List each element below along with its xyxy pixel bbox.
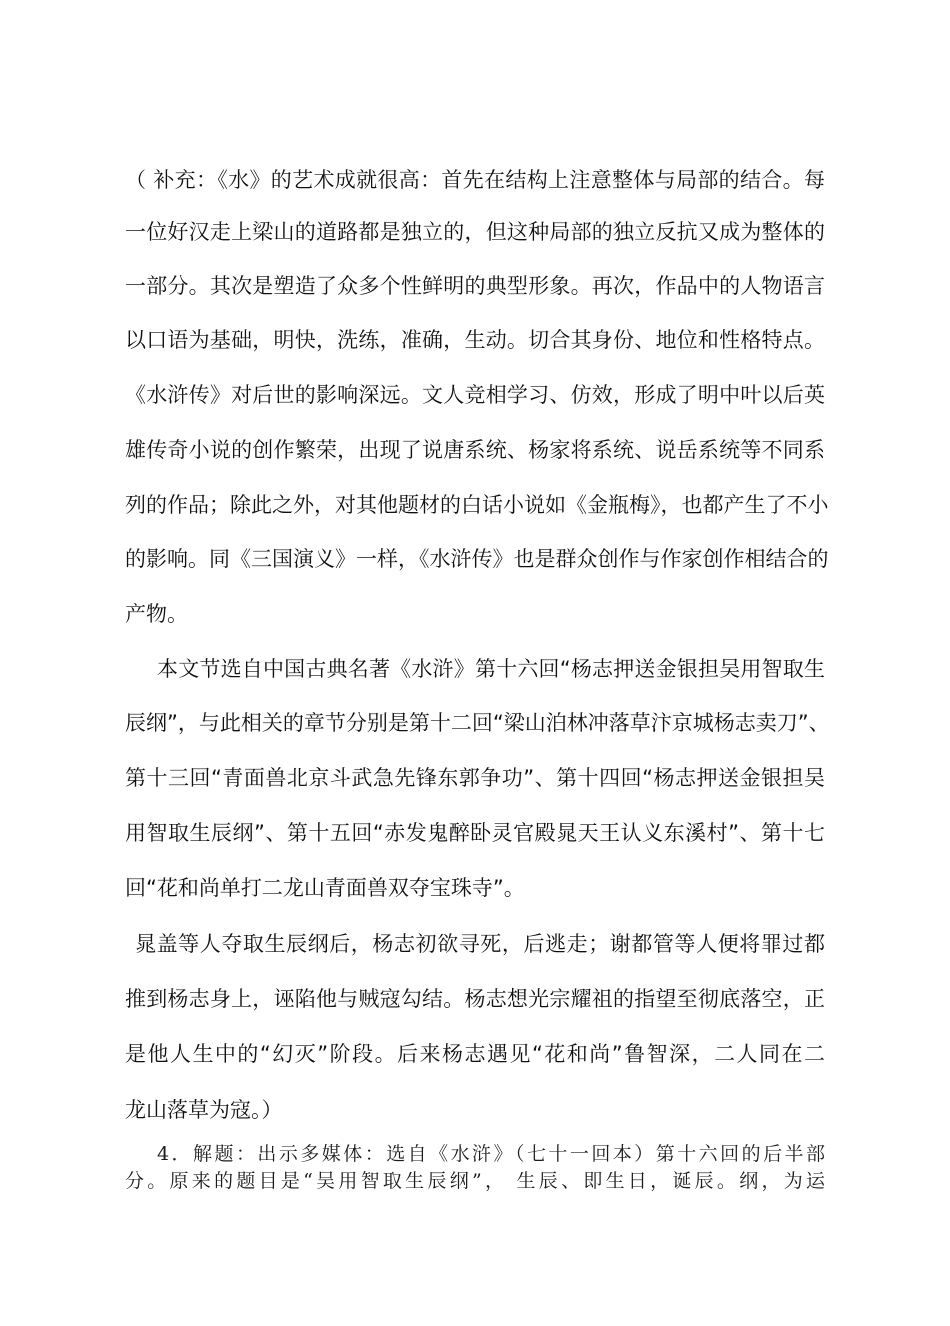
text-line: 辰纲”，与此相关的章节分别是第十二回“梁山泊林冲落草汴京城杨志卖刀”、 (125, 711, 830, 735)
text-line: 《水浒传》对后世的影响深远。文人竞相学习、仿效，形成了明中叶以后英 (125, 383, 825, 407)
text-line: 回“花和尚单打二龙山青面兽双夺宝珠寺”。 (125, 876, 525, 900)
text-line: 列的作品；除此之外，对其他题材的白话小说如《金瓶梅》，也都产生了不小 (125, 493, 829, 517)
text-line: 用智取生辰纲”、第十五回“赤发鬼醉卧灵官殿晁天王认义东溪村”、第十七 (125, 821, 825, 845)
text-line: 晁盖等人夺取生辰纲后，杨志初欲寻死，后逃走；谢都管等人便将罪过都 (135, 932, 825, 956)
text-line: （ 补充：《水》的艺术成就很高：首先在结构上注意整体与局部的结合。每 (125, 168, 825, 192)
text-line: 一部分。其次是塑造了众多个性鲜明的典型形象。再次，作品中的人物语言 (125, 274, 825, 298)
text-line: 产物。 (125, 602, 188, 626)
text-line: 是他人生中的“幻灭”阶段。后来杨志遇见“花和尚”鲁智深，二人同在二 (125, 1042, 825, 1066)
text-line: 雄传奇小说的创作繁荣，出现了说唐系统、杨家将系统、说岳系统等不同系 (125, 438, 825, 462)
text-line: 第十三回“青面兽北京斗武急先锋东郭争功”、第十四回“杨志押送金银担吴 (125, 766, 825, 790)
text-column (125, 0, 830, 1326)
text-line: 的影响。同《三国演义》一样，《水浒传》也是群众创作与作家创作相结合的 (125, 547, 829, 571)
text-line: 一位好汉走上梁山的道路都是独立的，但这种局部的独立反抗又成为整体的 (125, 220, 825, 244)
text-line: 本文节选自中国古典名著《水浒》第十六回“杨志押送金银担吴用智取生 (157, 657, 825, 681)
text-line: 龙山落草为寇。） (125, 1098, 283, 1122)
text-line: 推到杨志身上，诬陷他与贼寇勾结。杨志想光宗耀祖的指望至彻底落空，正 (125, 987, 825, 1011)
text-line: 以口语为基础，明快，洗练，准确，生动。切合其身份、地位和性格特点。 (125, 328, 825, 352)
text-line: 4．解题：出示多媒体：选自《水浒》（七十一回本）第十六回的后半部 (157, 1143, 825, 1165)
text-line: 分。原来的题目是“吴用智取生辰纲”， 生辰、即生日，诞辰。纲，为运 (125, 1170, 825, 1192)
